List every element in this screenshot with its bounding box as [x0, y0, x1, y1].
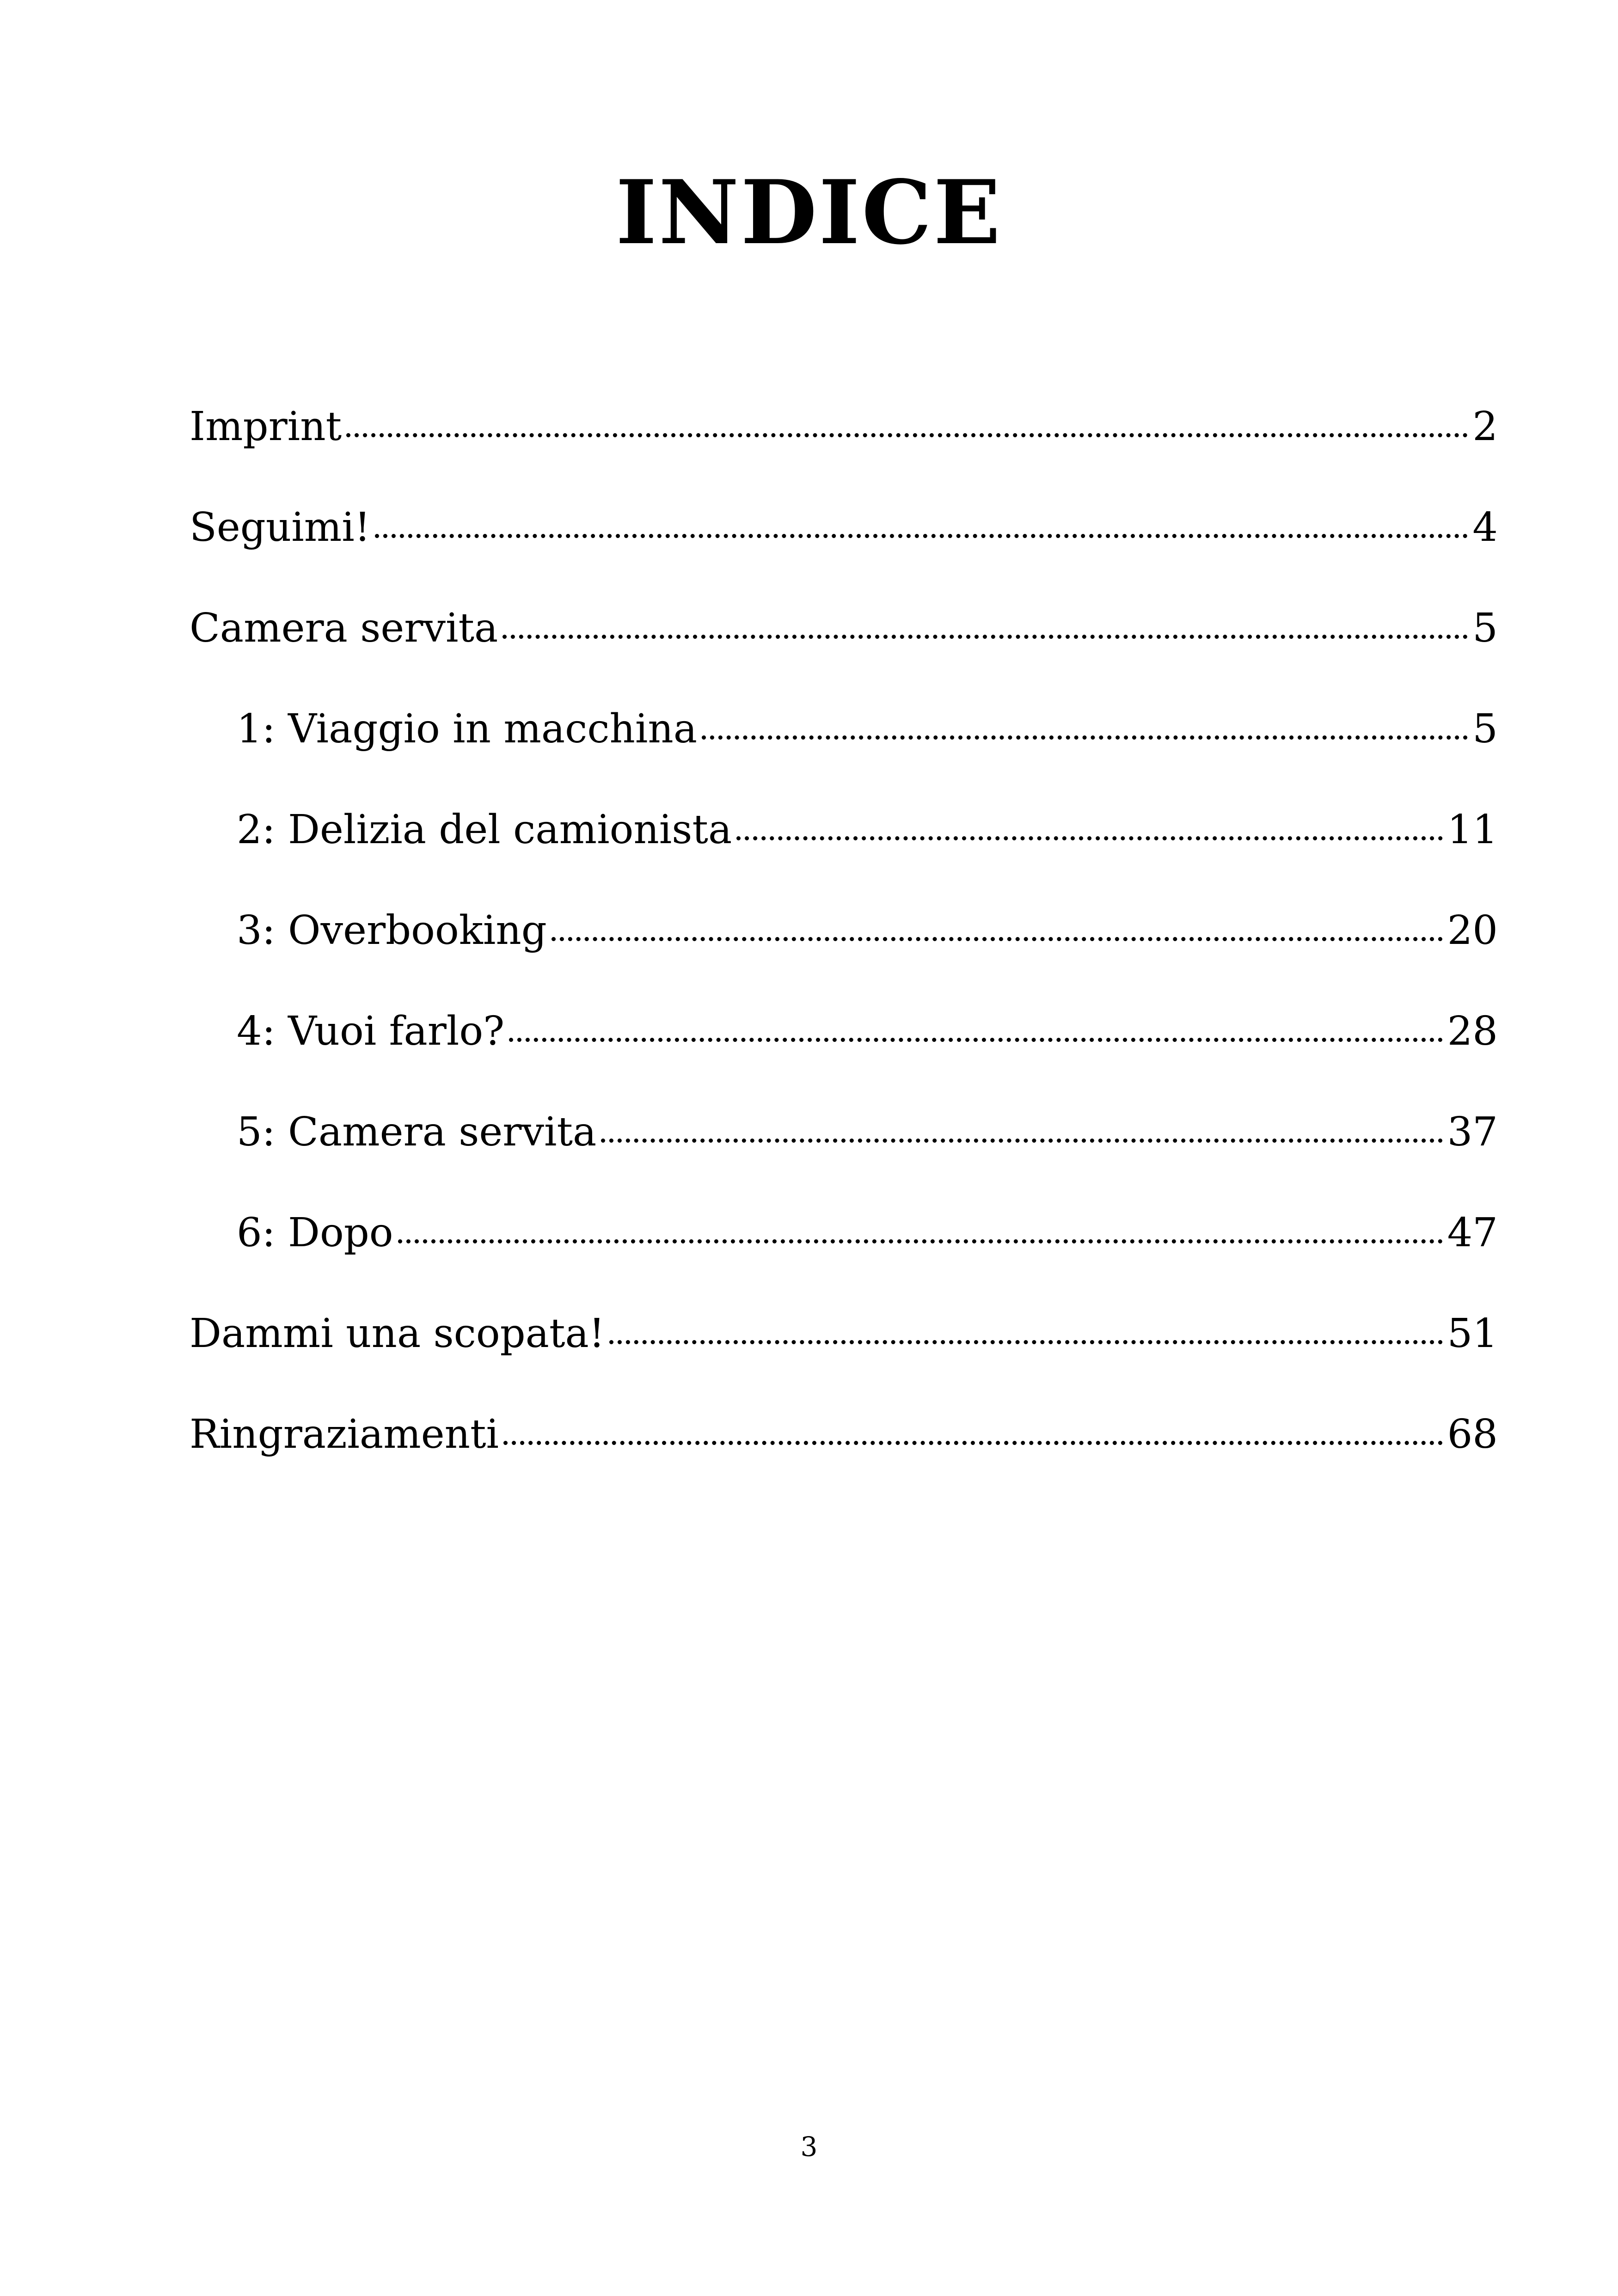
toc-leader-dots — [503, 635, 1468, 639]
toc-entry-dammi-una-scopata[interactable] — [190, 1310, 1498, 1414]
toc-leader-dots — [398, 1239, 1443, 1243]
toc-entry-chapter-4[interactable] — [190, 1008, 1498, 1112]
toc-entry-imprint[interactable] — [190, 404, 1498, 508]
toc-entry-page: 20 — [1447, 907, 1498, 954]
toc-entry-label: 5: Camera servita — [237, 1109, 597, 1155]
toc-entry-page: 68 — [1447, 1411, 1498, 1457]
toc-entry-ringraziamenti[interactable] — [190, 1411, 1498, 1515]
toc-entry-label: 4: Vuoi farlo? — [237, 1008, 505, 1054]
toc-entry-page: 5 — [1472, 706, 1498, 752]
toc-entry-label: Dammi una scopata! — [190, 1310, 605, 1357]
toc-entry-label: 2: Delizia del camionista — [237, 807, 732, 853]
toc-entry-seguimi[interactable] — [190, 504, 1498, 608]
toc-entry-page: 51 — [1447, 1310, 1498, 1357]
toc-leader-dots — [509, 1038, 1442, 1042]
toc-entry-chapter-5[interactable] — [190, 1109, 1498, 1213]
toc-leader-dots — [552, 937, 1443, 941]
toc-entry-page: 4 — [1472, 504, 1498, 551]
toc-entry-page: 2 — [1472, 404, 1498, 450]
page-title: INDICE — [615, 161, 1003, 264]
toc-leader-dots — [346, 433, 1468, 437]
toc-leader-dots — [601, 1139, 1442, 1143]
toc-entry-label: Camera servita — [190, 605, 498, 651]
toc-entry-camera-servita[interactable] — [190, 605, 1498, 709]
toc-entry-chapter-6[interactable] — [190, 1210, 1498, 1314]
table-of-contents — [190, 404, 1498, 1515]
toc-leader-dots — [503, 1441, 1443, 1445]
toc-entry-page: 37 — [1447, 1109, 1498, 1155]
toc-entry-label: 3: Overbooking — [237, 907, 547, 954]
toc-entry-label: Imprint — [190, 404, 342, 450]
toc-entry-page: 47 — [1447, 1210, 1498, 1256]
toc-entry-label: Seguimi! — [190, 504, 371, 551]
toc-entry-page: 5 — [1472, 605, 1498, 651]
toc-leader-dots — [702, 735, 1468, 740]
toc-entry-page: 11 — [1447, 807, 1498, 853]
toc-entry-label: 1: Viaggio in macchina — [237, 706, 698, 752]
toc-entry-page: 28 — [1447, 1008, 1498, 1054]
toc-entry-chapter-1[interactable] — [190, 706, 1498, 810]
toc-leader-dots — [736, 836, 1442, 840]
toc-entry-chapter-2[interactable] — [190, 807, 1498, 911]
toc-entry-label: Ringraziamenti — [190, 1411, 499, 1457]
toc-entry-chapter-3[interactable] — [190, 907, 1498, 1011]
toc-leader-dots — [375, 534, 1468, 538]
toc-leader-dots — [609, 1340, 1442, 1344]
page-number: 3 — [800, 2131, 818, 2162]
toc-entry-label: 6: Dopo — [237, 1210, 393, 1256]
